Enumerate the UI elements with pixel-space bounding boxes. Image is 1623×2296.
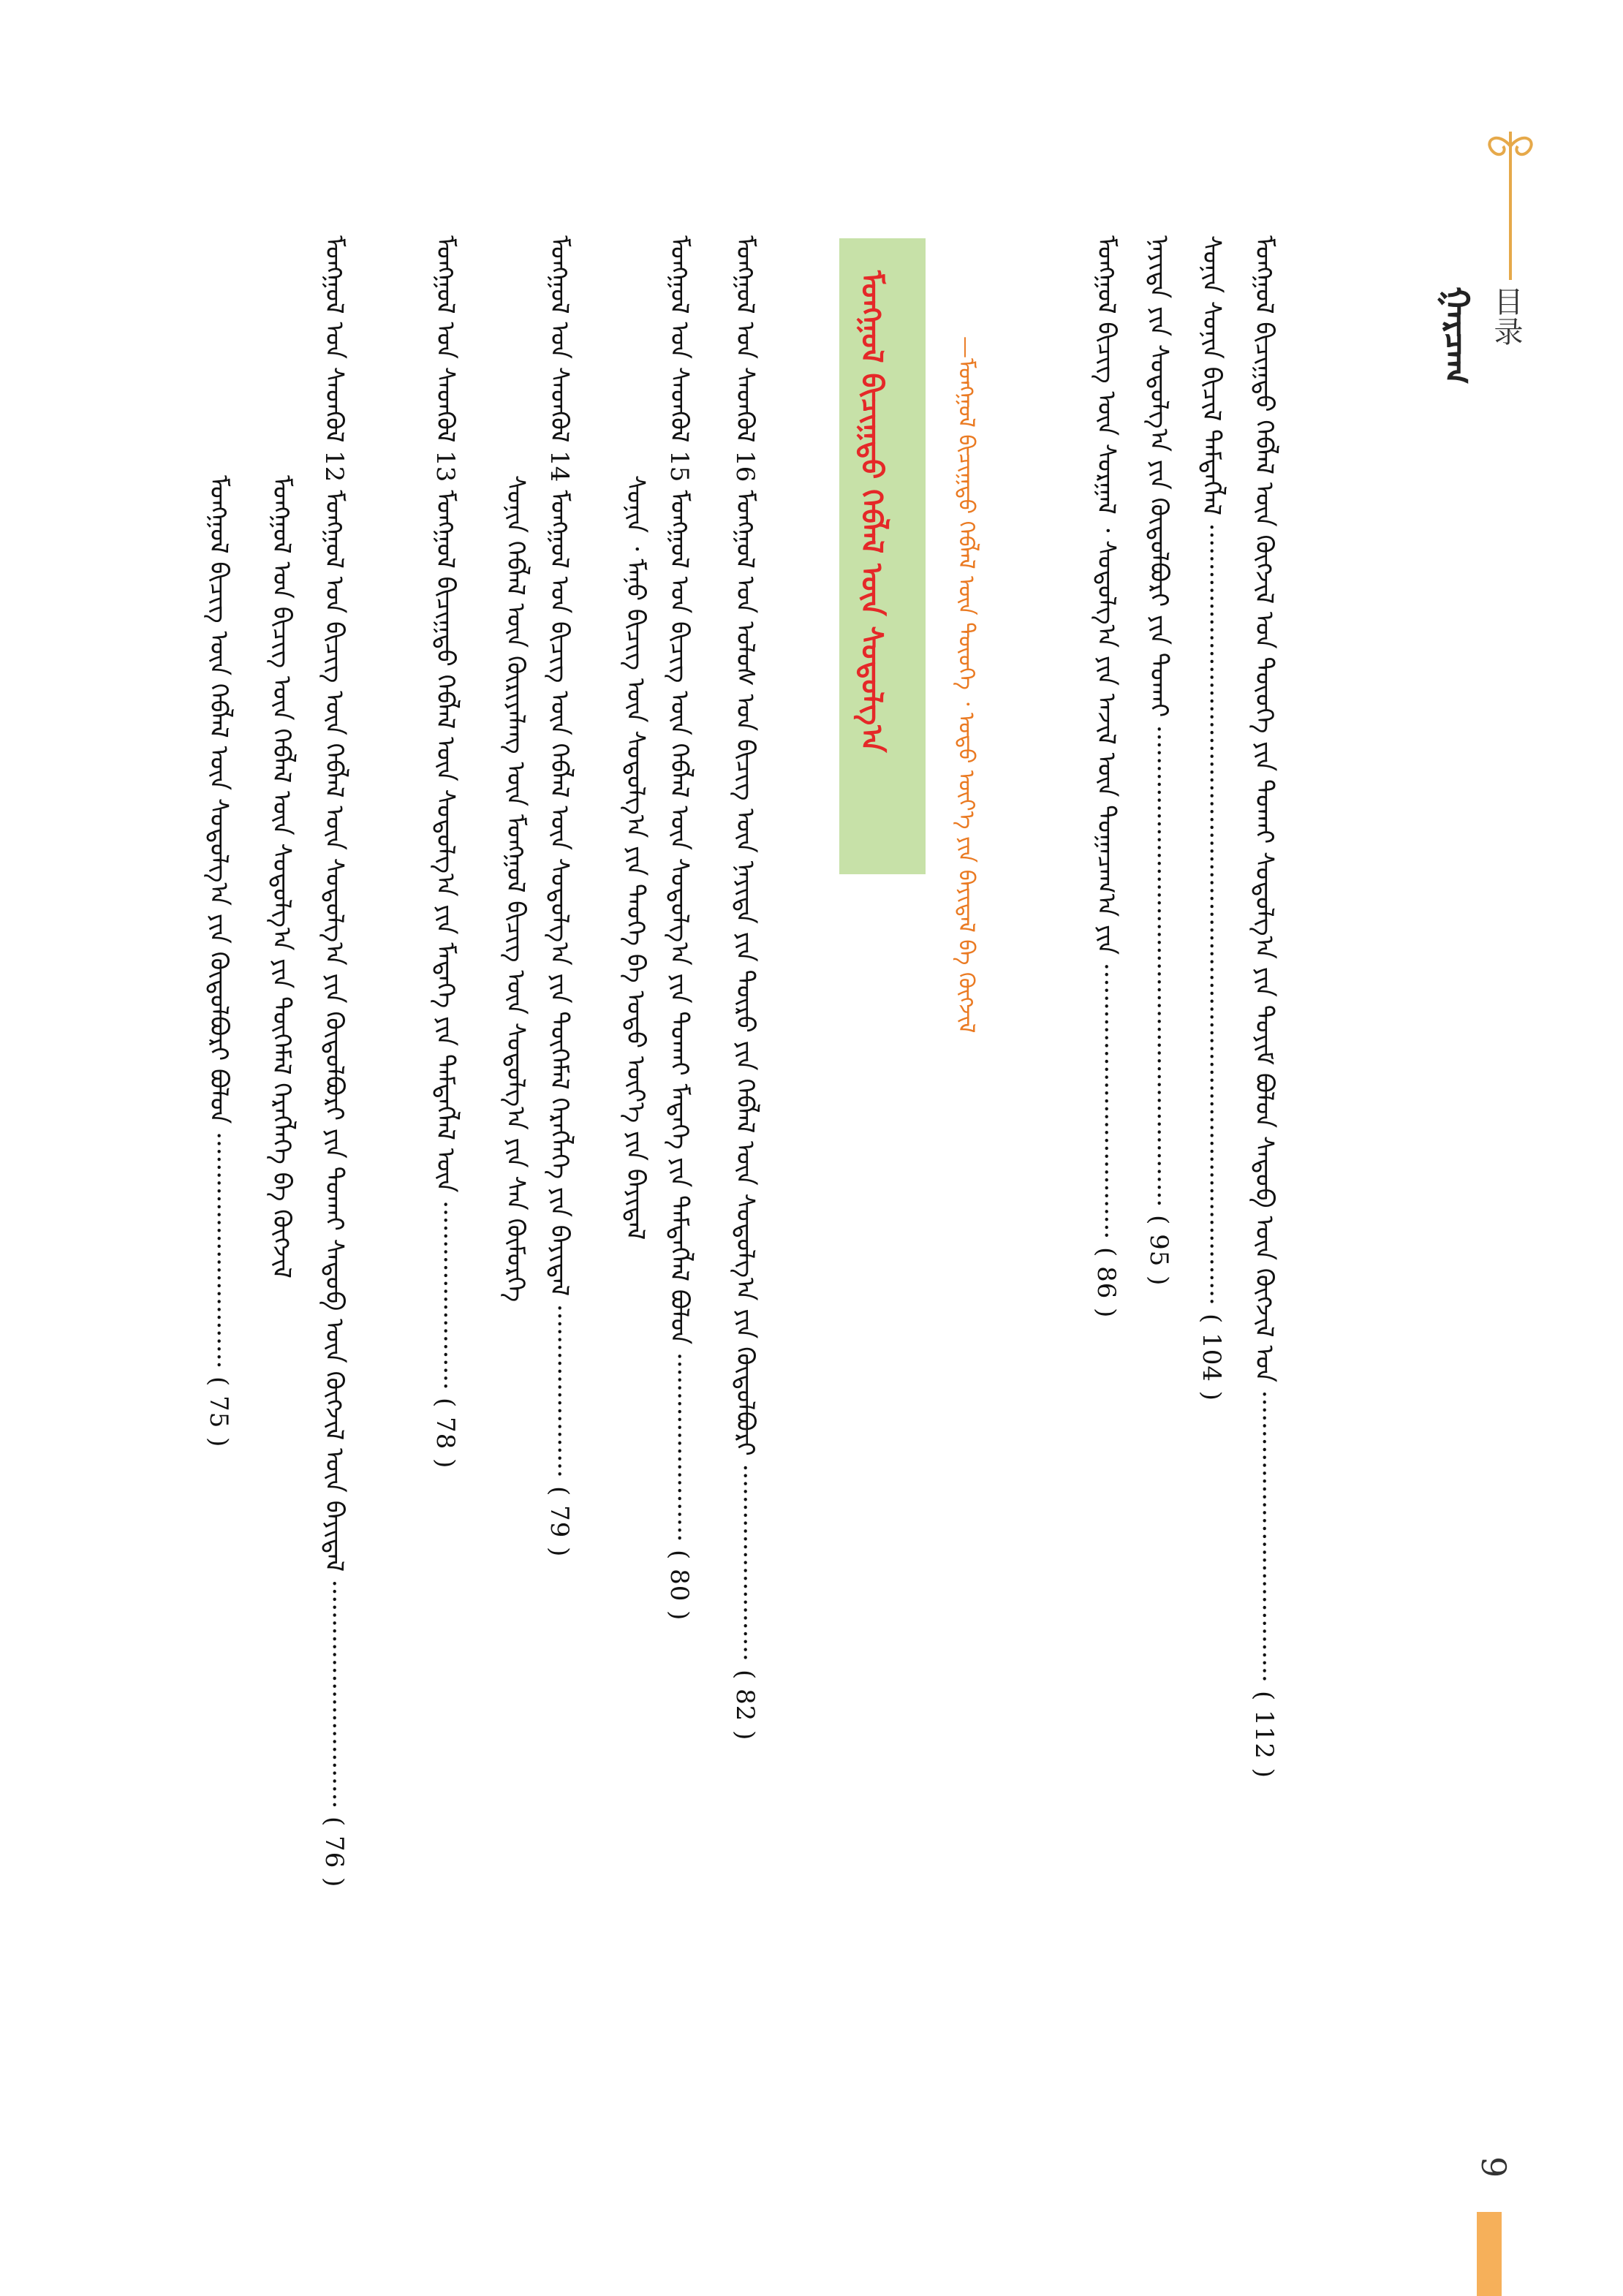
toc-page-number: ( 95 ) [1144,1215,1173,1287]
section-subtitle: —ᠮᠣᠩᠭᠣᠯ ᠪᠢᠴᠢᠭ᠋ᠲᠦ ᠬᠡᠪᠯᠡᠯ ᠦᠨ ᠲᠦᠦᠬᠡ ᠂ ᠣᠳᠣ ᠦᠶ᠎ᠡ ᠶᠢᠨ ᠪᠠᠶᠢᠳᠠᠯ ᠪᠠ ᠬᠥᠭᠵᠢᠯ [953,336,979,1034]
toc-entry-text: ᠮᠣᠩᠭᠣᠯ ᠤᠨ ᠰᠡᠳᠬᠦᠯ 16 ᠮᠣᠩᠭᠣᠯ ᠤᠨ ᠤᠯᠤᠰ ᠤᠨ ᠪᠢᠴᠢᠭ ᠦᠨ ᠨᠡᠶᠢᠲᠡ ᠶᠢᠨ ᠲᠦᠷᠦ ᠶᠢᠨ ᠬᠡᠪᠯᠡᠯ ᠦᠨ ᠰᠤᠳᠤᠯᠭ᠎ᠠ ᠶᠢᠨ ᠬᠥᠲᠦᠯᠪᠦᠷᠢ [730,235,760,1456]
toc-page-number: ( 86 ) [1092,1247,1121,1319]
toc-leader: ······························ [204,1124,233,1377]
toc-page-number: ( 76 ) [319,1816,349,1888]
toc-entry[interactable] [1249,235,1279,1778]
toc-page-number: ( 112 ) [1249,1690,1279,1778]
page-number: 9 [1474,2156,1513,2179]
toc-leader: ························· [730,1455,760,1670]
toc-entry-text: ᠮᠣᠩᠭᠣᠯ ᠪᠢᠴᠢᠭ᠋ᠲᠦ ᠬᠡᠪᠯᠡᠯ ᠦᠨ ᠬᠥᠭᠵᠢᠯ ᠤᠨ ᠲᠦᠦᠬᠡ ᠶᠢᠨ ᠲᠤᠬᠠᠢ ᠰᠤᠳᠤᠯᠭ᠎ᠠ ᠶᠢᠨ ᠲᠣᠶᠢᠮ ᠪᠣᠯᠤᠨ ᠰᠡᠳᠦᠪ ᠦᠨ ᠬᠥᠭᠵᠢᠯ ᠤᠨ [1249,235,1279,1383]
header-chinese-title: 目录 [1489,287,1523,346]
toc-entry-text: ᠮᠣᠩᠭᠣᠯ ᠤᠨ ᠰᠡᠳᠬᠦᠯ 14 ᠮᠣᠩᠭᠣᠯ ᠤᠨ ᠪᠢᠴᠢᠭ ᠦᠨ ᠬᠡᠪᠯᠡᠯ ᠦᠨ ᠰᠤᠳᠤᠯᠭ᠎ᠠ ᠶᠢᠨ ᠲᠦᠭᠡᠮᠡᠯ ᠬᠡᠷᠡᠭᠯᠡᠭᠡ ᠶᠢᠨ ᠪᠠᠶᠢᠳᠠᠯ [545,235,574,1297]
section-title: ᠮᠣᠩᠭᠣᠯ ᠪᠢᠴᠢᠭ᠋ᠲᠦ ᠬᠡᠪᠯᠡᠯ ᠦᠨ ᠰᠤᠳᠤᠯᠭ᠎ᠠ [855,270,889,753]
toc-entry-continuation [269,475,294,1278]
toc-leader: ··································································································· [1197,515,1226,1314]
toc-page-number: ( 79 ) [545,1485,574,1558]
toc-entry[interactable] [547,235,572,1557]
toc-entry-text: ᠮᠣᠩᠭᠣᠯ ᠤᠨ ᠰᠡᠳᠬᠦᠯ 13 ᠮᠣᠩᠭᠣᠯ ᠪᠢᠴᠢᠭ᠋ᠲᠦ ᠬᠡᠪᠯᠡᠯ ᠦᠨ ᠰᠤᠳᠤᠯᠭ᠎ᠠ ᠶᠢᠨ ᠮᠡᠳᠡᠭᠡ ᠶᠢᠨ ᠲᠡᠮᠳᠡᠭᠯᠡᠯ ᠦᠨ [431,235,460,1193]
toc-entry[interactable] [1199,235,1224,1401]
toc-entry-continuation [503,475,528,1302]
toc-entry[interactable] [1094,235,1119,1318]
toc-entry-continuation [623,475,648,1240]
toc-entry-text: ᠮᠣᠩᠭᠣᠯ ᠪᠢᠴᠢᠭ ᠦᠨ ᠰᠤᠷᠭᠠᠯ ᠂ ᠰᠤᠳᠤᠯᠭ᠎ᠠ ᠶᠢᠨ ᠠᠵᠢᠯ ᠦᠨ ᠲᠣᠭᠠᠴᠠᠭ᠎ᠠ ᠶᠢᠨ [1092,235,1121,955]
toc-entry[interactable] [730,235,760,1741]
toc-leader: ··································· [1092,955,1121,1248]
toc-page-number: ( 78 ) [431,1398,460,1469]
toc-entry[interactable] [319,235,349,1888]
page-edge-tab [1477,2212,1502,2296]
toc-leader: ························ [665,1344,694,1550]
toc-entry[interactable] [1146,235,1171,1287]
toc-leader: ························ [431,1192,460,1398]
toc-entry-text: ᠰᠣᠨᠢᠨ ᠬᠡᠪᠯᠡᠯ ᠦᠨ ᠬᠦᠷᠢᠶᠡᠯᠡᠩ ᠦᠨ ᠮᠣᠩᠭᠣᠯ ᠪᠢᠴᠢᠭ ᠦᠨ ᠰᠤᠳᠤᠯᠭ᠎ᠠ ᠶᠢᠨ ᠰᠠᠨ ᠬᠥᠮᠦᠷᠭᠡ [501,475,530,1303]
toc-entry[interactable] [433,235,458,1469]
toc-leader: ····································· [1249,1382,1279,1691]
toc-entry-text: ᠮᠣᠩᠭᠣᠯ ᠤᠨ ᠰᠡᠳᠬᠦᠯ 15 ᠮᠣᠩᠭᠣᠯ ᠤᠨ ᠪᠢᠴᠢᠭ ᠦᠨ ᠬᠡᠪᠯᠡᠯ ᠦᠨ ᠰᠤᠳᠤᠯᠭ᠎ᠠ ᠶᠢᠨ ᠲᠤᠬᠠᠢ ᠮᠡᠳᠡᠭᠡ ᠶᠢᠨ ᠲᠡᠮᠳᠡᠭᠯᠡᠯ ᠪᠣᠯᠤᠨ [665,235,694,1345]
toc-entry[interactable] [667,235,692,1621]
toc-page-number: ( 75 ) [204,1376,233,1448]
toc-leader: ····························· [319,1572,349,1817]
header-mongolian-title: ᠭᠠᠷᠴᠠᠭ [1437,287,1477,384]
toc-entry-text: ᠮᠣᠩᠭᠣᠯ ᠤᠨ ᠰᠡᠳᠬᠦᠯ 12 ᠮᠣᠩᠭᠣᠯ ᠤᠨ ᠪᠢᠴᠢᠭ ᠦᠨ ᠬᠡᠪᠯᠡᠯ ᠦᠨ ᠰᠤᠳᠤᠯᠭ᠎ᠠ ᠶᠢᠨ ᠬᠥᠲᠦᠯᠪᠦᠷᠢ ᠶᠢᠨ ᠲᠤᠬᠠᠢ ᠰᠡᠳᠦᠪ ᠦᠨ ᠬᠥᠭᠵᠢᠯ ᠦᠨ ᠪᠠᠶᠢᠳᠠᠯ [319,235,349,1572]
toc-entry-text: ᠨᠡᠶᠢᠲᠡ ᠶᠢᠨ ᠰᠣᠳᠤᠯᠭ᠎ᠠ ᠶᠢᠨ ᠬᠥᠲᠦᠯᠪᠦᠷᠢ ᠶᠢᠨ ᠲᠤᠬᠠᠢ [1144,235,1173,718]
toc-page-number: ( 82 ) [730,1669,760,1741]
toc-entry[interactable] [206,475,231,1448]
toc-page-number: ( 80 ) [665,1550,694,1621]
toc-entry-text: ᠰᠣᠨᠢᠨ ᠂ ᠮᠠᠨᠤ ᠪᠢᠴᠢᠭ ᠦᠨ ᠰᠤᠳᠤᠯᠭ᠎ᠠ ᠶᠢᠨ ᠲᠡᠦᠬᠡ ᠪᠠ ᠣᠳᠣ ᠦᠶ᠎ᠡ ᠶᠢᠨ ᠪᠠᠶᠢᠳᠠᠯ [621,475,650,1240]
toc-page-number: ( 104 ) [1197,1313,1226,1401]
toc-leader: ······················ [545,1296,574,1486]
toc-entry-text: ᠮᠣᠩᠭᠣᠯ ᠪᠢᠴᠢᠭ ᠦᠨ ᠬᠡᠪᠯᠡᠯ ᠦᠨ ᠰᠤᠳᠤᠯᠭ᠎ᠠ ᠶᠢᠨ ᠬᠥᠲᠦᠯᠪᠦᠷᠢ ᠪᠣᠯᠤᠨ [204,475,233,1124]
toc-leader: ····························································· [1144,717,1173,1216]
toc-entry-text: ᠮᠣᠩᠭᠣᠯ ᠤᠨ ᠪᠢᠴᠢᠭ ᠦᠨ ᠬᠡᠪᠯᠡᠯ ᠦᠨ ᠰᠤᠳᠤᠯᠭ᠎ᠠ ᠶᠢᠨ ᠲᠦᠭᠡᠮᠡᠯ ᠬᠡᠷᠡᠭᠯᠡᠭᠡ ᠪᠠ ᠬᠥᠭᠵᠢᠯ [267,475,296,1278]
header-rule [1509,167,1512,280]
toc-entry-text: ᠰᠣᠨᠢᠨ ᠰᠣᠨᠢᠨ ᠪᠢᠴᠢᠯ ᠲᠡᠮᠳᠡᠭᠯᠡᠯ [1197,235,1226,515]
